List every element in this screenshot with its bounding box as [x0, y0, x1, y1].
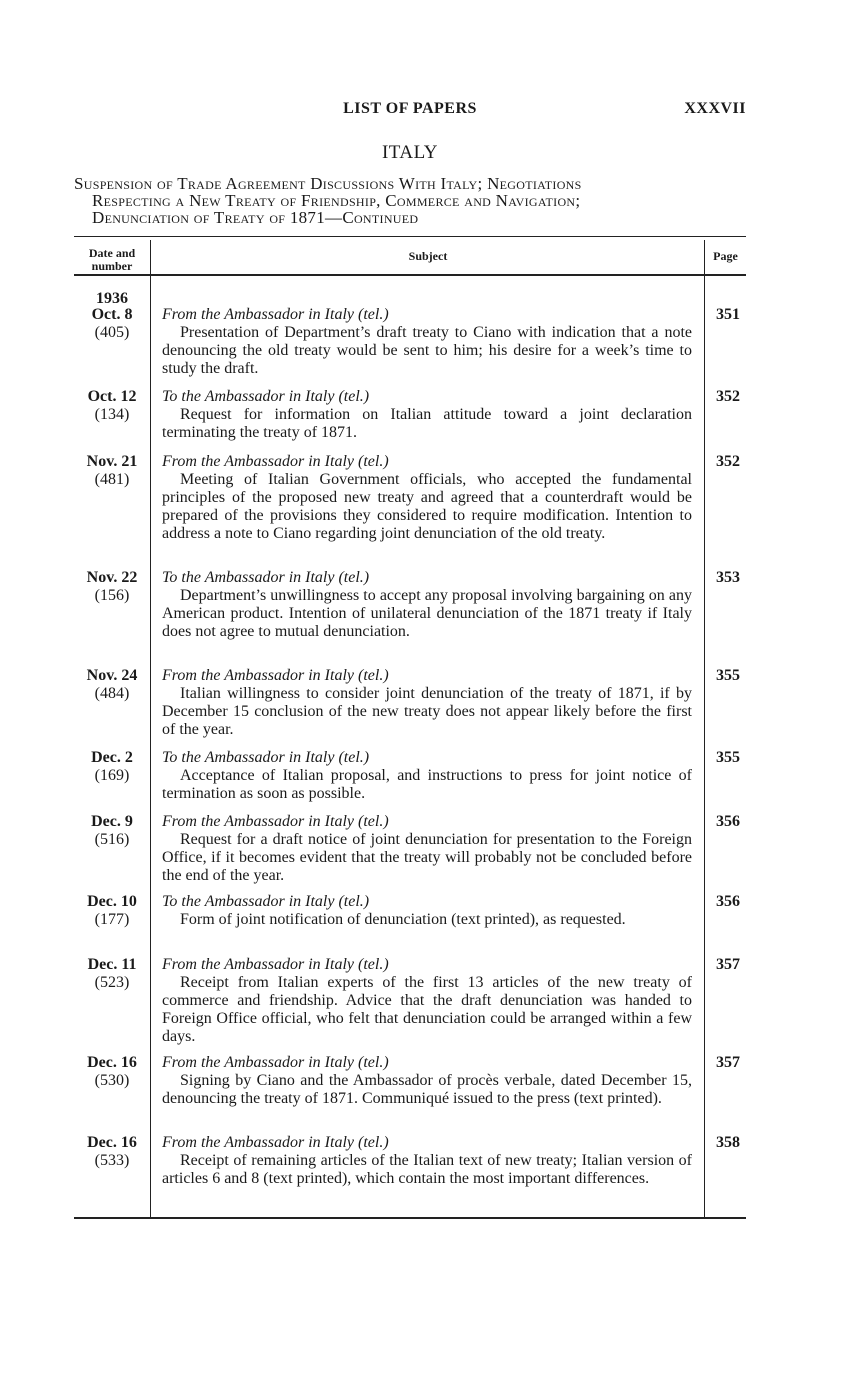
entry-number: (169) — [94, 767, 130, 784]
entry-description: Department’s unwillingness to accept any proposal involving bargaining on any American product. Intention of unilateral denunciation of the 1871 treaty if Italy does not agree to mutual denunciation. — [162, 587, 692, 640]
entry-description: Form of joint notification of denunciation (text printed), as requested. — [180, 911, 626, 928]
entry-sender: From the Ambassador in Italy (tel.) — [162, 667, 389, 684]
column-divider-date — [150, 240, 151, 1217]
column-header-date-line-1: Date and — [88, 246, 136, 260]
entry-date: Dec. 16 (530) — [87, 1054, 137, 1089]
column-header-date-line-2: number — [91, 259, 133, 273]
entry-description: Meeting of Italian Government officials, who accepted the fundamental principles of the proposed new treaty and agreed that a counterdraft would be prepared of the provisions they considered to require modification. Intention to address a note to Ciano regarding joint denunciation of the old treaty. — [162, 471, 692, 542]
table-header-rule — [74, 274, 746, 276]
entry-date: Nov. 21 (481) — [86, 453, 138, 488]
entry-description: Receipt from Italian experts of the first 13 articles of the new treaty of commerce and friendship. Advice that the draft denunciation was handed to Foreign Office official, who felt that denunciation could be arranged within a few days. — [162, 974, 692, 1045]
entry-subject — [162, 1054, 692, 1108]
section-heading — [74, 175, 746, 226]
entry-number: (484) — [94, 685, 130, 702]
entry-subject — [162, 388, 692, 442]
entry-description: Request for information on Italian attitude toward a joint declaration terminating the treaty of 1871. — [162, 406, 692, 441]
page-folio: XXXVII — [684, 100, 746, 117]
entry-date: Dec. 2 (169) — [91, 749, 133, 784]
entry-sender: From the Ambassador in Italy (tel.) — [162, 956, 389, 973]
table-bottom-rule — [74, 1217, 746, 1219]
entry-number: (405) — [94, 324, 130, 341]
entry-description: Acceptance of Italian proposal, and instructions to press for joint notice of termination as soon as possible. — [162, 767, 692, 802]
entry-subject — [162, 667, 692, 739]
entry-page: 351 — [716, 306, 740, 323]
entry-subject — [162, 1134, 692, 1188]
entry-subject — [162, 893, 692, 929]
section-heading-line-3: Denunciation of Treaty of 1871—Continued — [92, 208, 419, 227]
entry-subject — [162, 306, 692, 378]
entry-page: 358 — [716, 1134, 740, 1151]
entry-date: Nov. 22 (156) — [86, 569, 138, 604]
section-heading-line-1: Suspension of Trade Agreement Discussions With Italy; Negotiations — [74, 174, 582, 193]
table-top-rule — [74, 236, 746, 237]
entry-description: Presentation of Department’s draft treaty to Ciano with indication that a note denouncing the old treaty would be sent to him; his desire for a week’s time to study the draft. — [162, 324, 692, 377]
entry-page: 357 — [716, 1054, 740, 1071]
entry-page: 355 — [716, 667, 740, 684]
column-header-date — [74, 247, 150, 273]
entry-description: Receipt of remaining articles of the Italian text of new treaty; Italian version of articles 6 and 8 (text printed), which contain the most important differences. — [162, 1152, 692, 1187]
entry-subject — [162, 749, 692, 803]
entry-sender: From the Ambassador in Italy (tel.) — [162, 306, 389, 323]
entry-page: 352 — [716, 388, 740, 405]
entry-sender: To the Ambassador in Italy (tel.) — [162, 388, 370, 405]
entry-description: Signing by Ciano and the Ambassador of procès verbale, dated December 15, denouncing the treaty of 1871. Communiqué issued to the press (text printed). — [162, 1072, 692, 1107]
entry-page: 356 — [716, 893, 740, 910]
entry-page: 355 — [716, 749, 740, 766]
entry-page: 356 — [716, 813, 740, 830]
entry-number: (516) — [94, 831, 130, 848]
entry-date: Nov. 24 (484) — [86, 667, 138, 702]
column-divider-page — [704, 240, 705, 1217]
entry-sender: From the Ambassador in Italy (tel.) — [162, 1134, 389, 1151]
entry-subject — [162, 569, 692, 641]
entry-sender: From the Ambassador in Italy (tel.) — [162, 813, 389, 830]
entry-number: (523) — [94, 974, 130, 991]
entry-sender: From the Ambassador in Italy (tel.) — [162, 1054, 389, 1071]
entry-subject — [162, 813, 692, 885]
column-header-subject: Subject — [408, 249, 448, 263]
entry-number: (533) — [94, 1152, 130, 1169]
entry-date: Oct. 8 (405) — [91, 306, 133, 341]
entry-sender: To the Ambassador in Italy (tel.) — [162, 749, 370, 766]
column-header-page: Page — [713, 249, 738, 263]
entry-number: (177) — [94, 911, 130, 928]
entry-page: 352 — [716, 453, 740, 470]
entry-sender: To the Ambassador in Italy (tel.) — [162, 569, 370, 586]
section-heading-line-2: Respecting a New Treaty of Friendship, Commerce and Navigation; — [92, 191, 581, 210]
entry-date: Dec. 10 (177) — [87, 893, 137, 928]
entry-date: Dec. 11 (523) — [87, 956, 137, 991]
year-label: 1936 — [96, 290, 128, 307]
entry-subject — [162, 956, 692, 1046]
entry-number: (156) — [94, 587, 130, 604]
running-title: LIST OF PAPERS — [343, 100, 477, 117]
entry-description: Italian willingness to consider joint denunciation of the treaty of 1871, if by December 15 conclusion of the new treaty does not appear likely before the first of the year. — [162, 685, 692, 738]
entry-page: 357 — [716, 956, 740, 973]
country-title: ITALY — [381, 142, 439, 163]
entry-date: Oct. 12 (134) — [87, 388, 137, 423]
entry-sender: From the Ambassador in Italy (tel.) — [162, 453, 389, 470]
entry-number: (481) — [94, 471, 130, 488]
entry-date: Dec. 16 (533) — [87, 1134, 137, 1169]
running-head — [74, 100, 746, 124]
entry-description: Request for a draft notice of joint denunciation for presentation to the Foreign Office, if it becomes evident that the treaty will probably not be concluded before the end of the year. — [162, 831, 692, 884]
entry-number: (134) — [94, 406, 130, 423]
entry-date: Dec. 9 (516) — [91, 813, 133, 848]
entry-page: 353 — [716, 569, 740, 586]
entry-sender: To the Ambassador in Italy (tel.) — [162, 893, 370, 910]
entry-number: (530) — [94, 1072, 130, 1089]
entry-subject — [162, 453, 692, 543]
